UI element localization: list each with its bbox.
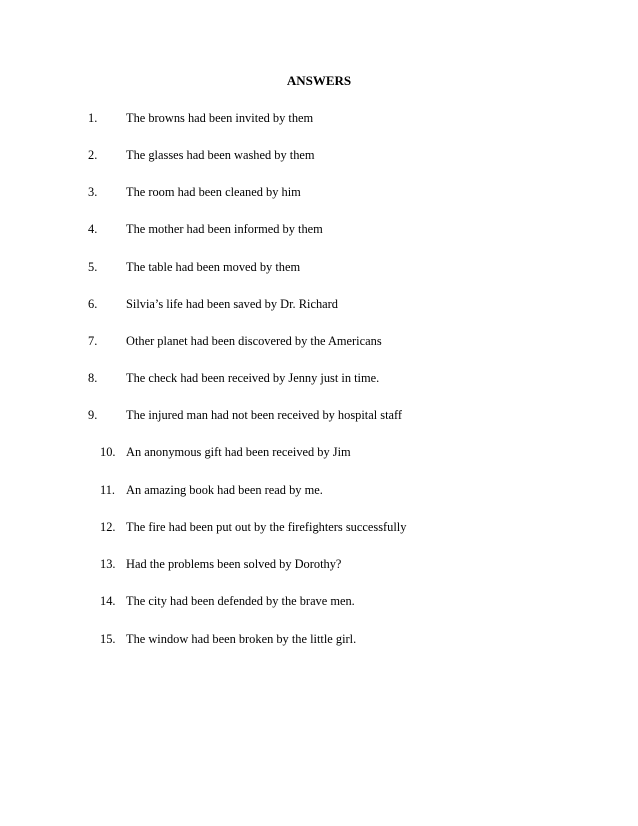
answer-number: 11. [100, 483, 116, 497]
answer-item [0, 556, 638, 572]
answer-item [0, 296, 638, 312]
answer-text: The window had been broken by the little girl. [126, 632, 357, 646]
answer-number: 7. [88, 334, 98, 348]
answer-text: The injured man had not been received by hospital staff [126, 408, 403, 422]
answer-number: 12. [100, 520, 116, 534]
answer-text: The city had been defended by the brave men. [126, 594, 355, 608]
answer-text: Other planet had been discovered by the Americans [126, 334, 382, 348]
answer-number: 4. [88, 222, 98, 236]
answer-text: An anonymous gift had been received by Jim [126, 445, 351, 459]
answer-item [0, 184, 638, 200]
answer-item [0, 333, 638, 349]
answer-number: 1. [88, 111, 98, 125]
answer-item [0, 444, 638, 460]
answer-text: The browns had been invited by them [126, 111, 314, 125]
answer-item [0, 519, 638, 535]
answer-number: 15. [100, 632, 116, 646]
answer-text: The check had been received by Jenny just in time. [126, 371, 380, 385]
answer-text: The room had been cleaned by him [126, 185, 301, 199]
answer-number: 8. [88, 371, 98, 385]
answer-text: The glasses had been washed by them [126, 148, 315, 162]
answer-item [0, 370, 638, 386]
page-title: ANSWERS [286, 73, 352, 88]
answer-item [0, 593, 638, 609]
answer-number: 9. [88, 408, 98, 422]
answer-item [0, 407, 638, 423]
answer-number: 13. [100, 557, 116, 571]
answer-number: 6. [88, 297, 98, 311]
answer-number: 10. [100, 445, 116, 459]
answer-text: The fire had been put out by the firefighters successfully [126, 520, 407, 534]
answer-item [0, 110, 638, 126]
answer-text: An amazing book had been read by me. [126, 483, 323, 497]
answer-item [0, 221, 638, 237]
answer-item [0, 259, 638, 275]
answer-number: 3. [88, 185, 98, 199]
answer-item [0, 482, 638, 498]
answer-text: The table had been moved by them [126, 260, 301, 274]
answer-number: 5. [88, 260, 98, 274]
answer-text: Silvia’s life had been saved by Dr. Richard [126, 297, 338, 311]
answer-item [0, 147, 638, 163]
answer-number: 2. [88, 148, 98, 162]
answer-number: 14. [100, 594, 116, 608]
answer-text: The mother had been informed by them [126, 222, 323, 236]
answer-text: Had the problems been solved by Dorothy? [126, 557, 342, 571]
answer-item [0, 631, 638, 647]
